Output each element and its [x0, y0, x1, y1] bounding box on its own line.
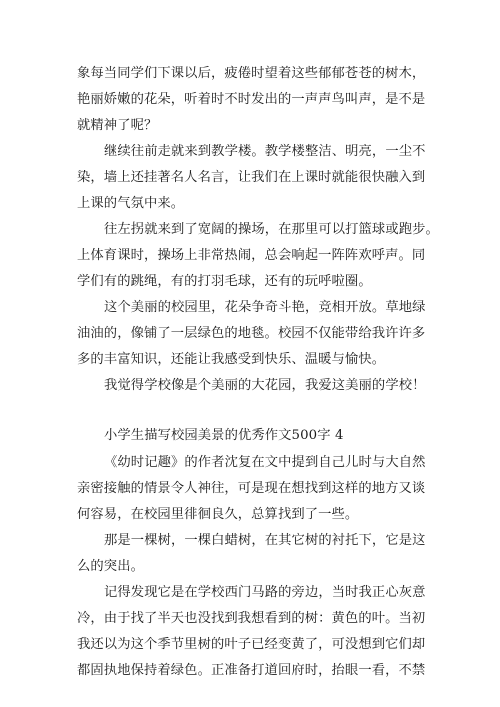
body-text-line: 上课的气氛中来。	[77, 196, 185, 211]
paragraph-first-line: 继续往前走就来到教学楼。教学楼整洁、明亮，一尘不	[104, 144, 426, 159]
body-text-line: 冷，由于找了半天也没找到我想看到的树：黄色的叶。当初	[77, 611, 426, 626]
paragraph-first-line: 这个美丽的校园里，花朵争奇斗艳，竞相开放。草地绿	[104, 300, 426, 315]
body-text-line: 都固执地保持着绿色。正准备打道回府时，抬眼一看，不禁	[77, 663, 426, 678]
body-text-line: 艳丽娇嫩的花朵，听着时不时发出的一声声鸟叫声，是不是	[77, 92, 426, 107]
paragraph-first-line: 我觉得学校像是个美丽的大花园，我爱这美丽的学校！	[104, 378, 426, 393]
body-text-line: 油油的，像铺了一层绿色的地毯。校园不仅能带给我许许多	[77, 326, 426, 341]
paragraph-first-line: 《幼时记趣》的作者沈复在文中提到自己儿时与大自然	[104, 455, 426, 470]
paragraph-first-line: 往左拐就来到了宽阔的操场，在那里可以打篮球或跑步。	[104, 222, 439, 237]
paragraph-first-line: 那是一棵树，一棵白蜡树，在其它树的衬托下，它是这	[104, 533, 426, 548]
body-text-line: 上体育课时，操场上非常热闹，总会响起一阵阵欢呼声。同	[77, 248, 426, 263]
body-text-line: 就精神了呢？	[77, 118, 158, 133]
body-text-line: 染，墙上还挂著名人名言，让我们在上课时就能很快融入到	[77, 170, 426, 185]
paragraph-first-line: 记得发现它是在学校西门马路的旁边，当时我正心灰意	[104, 585, 426, 600]
body-text-line: 多的丰富知识，还能让我感受到快乐、温暖与愉快。	[77, 352, 386, 367]
body-text-line: 我还以为这个季节里树的叶子已经变黄了，可没想到它们却	[77, 637, 426, 652]
body-text-line: 学们有的跳绳，有的打羽毛球，还有的玩呼啦圈。	[77, 274, 372, 289]
body-text-line: 么的突出。	[77, 559, 144, 574]
body-text-line: 象每当同学们下课以后，疲倦时望着这些郁郁苍苍的树木，	[77, 66, 426, 81]
body-text-line: 何容易，在校园里徘徊良久，总算找到了一些。	[77, 507, 359, 522]
body-text-line: 亲密接触的情景令人神往，可是现在想找到这样的地方又谈	[77, 481, 426, 496]
section-heading: 小学生描写校园美景的优秀作文500字 4	[104, 428, 344, 443]
